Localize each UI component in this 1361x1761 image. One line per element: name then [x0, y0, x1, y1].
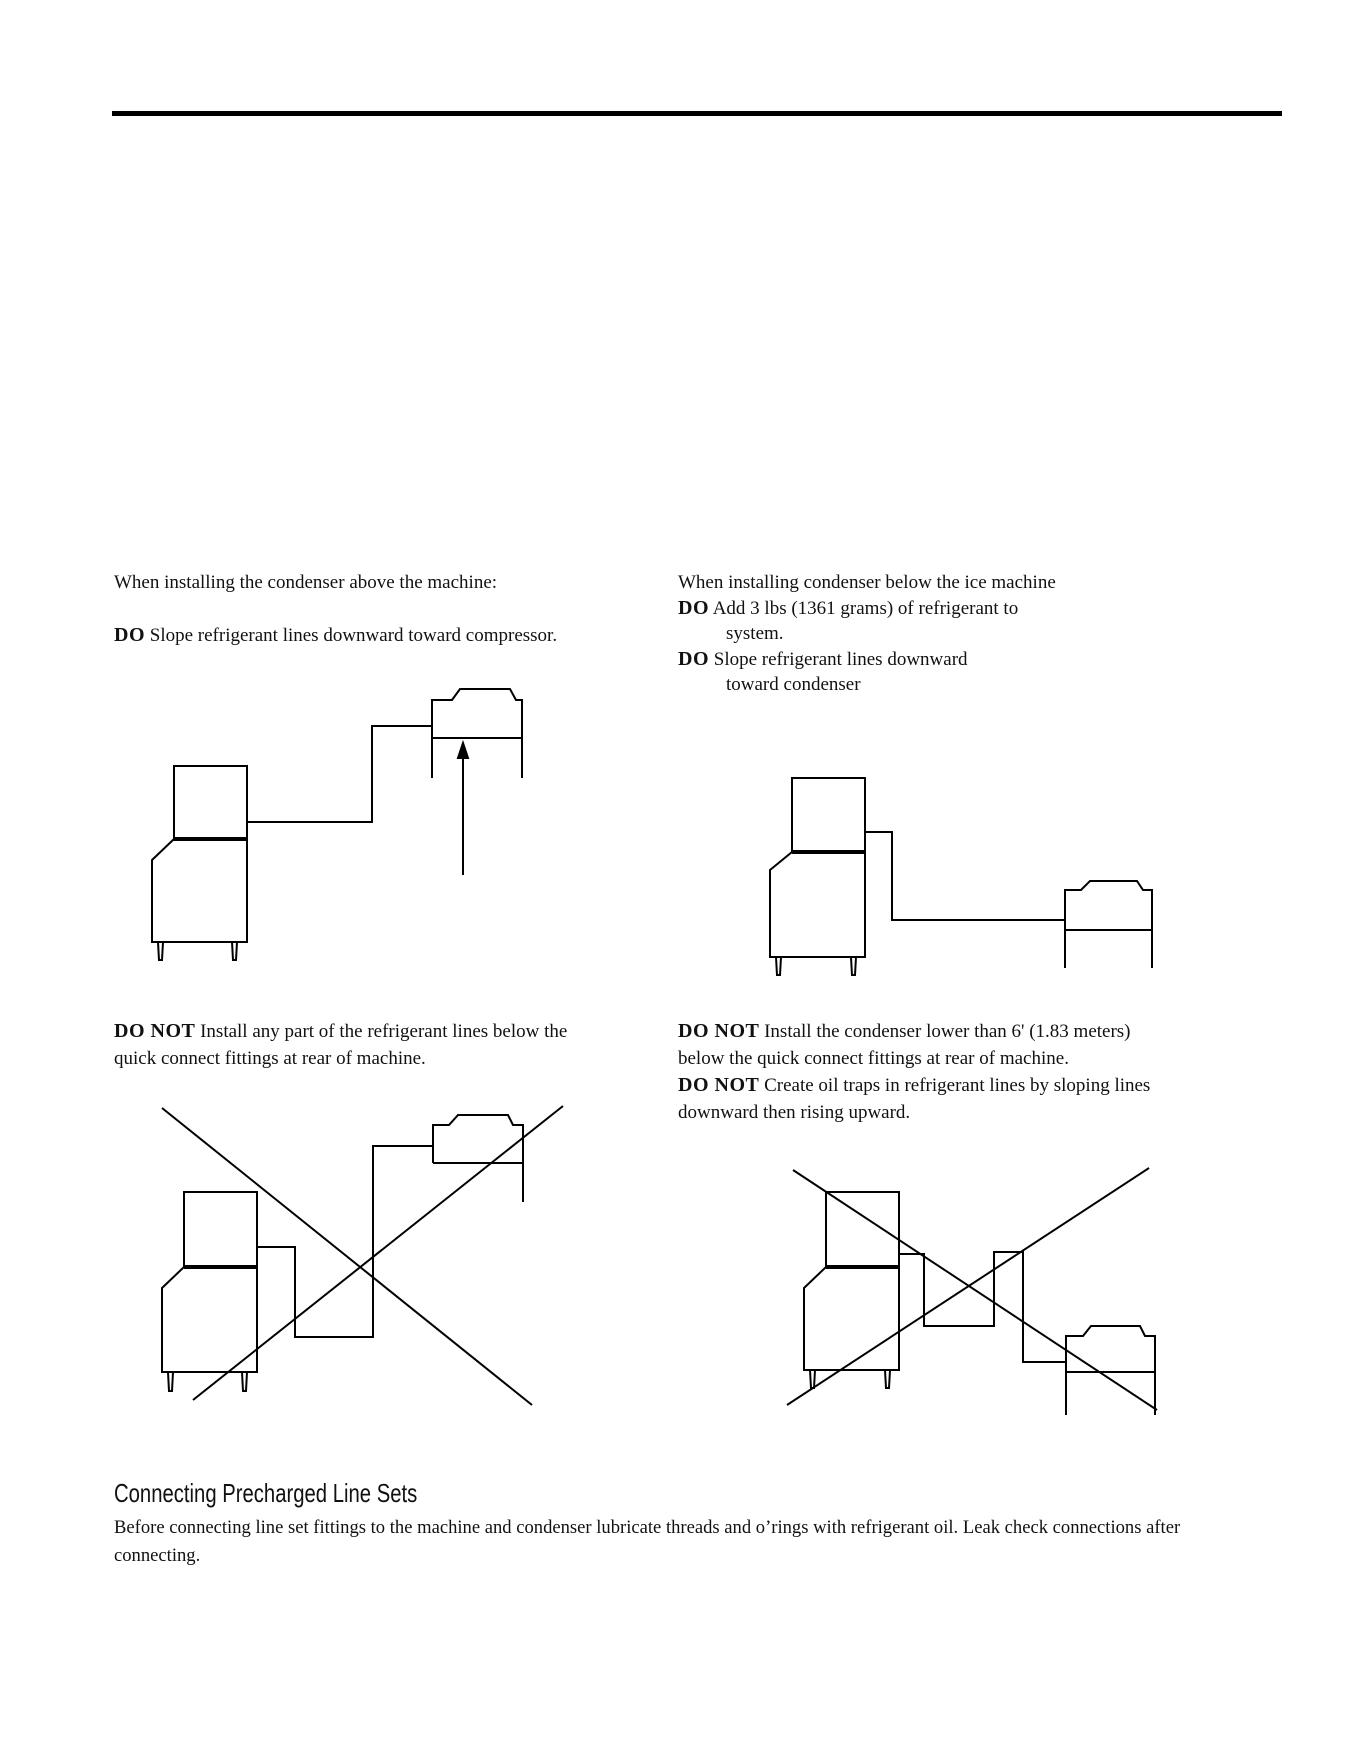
ice-machine-icon — [152, 766, 247, 960]
condenser-icon — [1065, 881, 1152, 968]
cross-out-mark — [793, 1170, 1157, 1410]
refrigerant-line — [247, 726, 432, 822]
do-not-keyword: DO NOT — [678, 1020, 760, 1042]
arrow-up-icon — [458, 743, 468, 758]
diagram-do-not-oil-trap — [787, 1168, 1157, 1415]
condenser-icon — [432, 689, 522, 778]
below-intro-text: When installing condenser below the ice machine — [678, 572, 1056, 593]
below-do-slope-text: Slope refrigerant lines downward — [713, 649, 968, 670]
diagram-condenser-below — [770, 778, 1152, 975]
do-keyword: DO — [678, 597, 709, 619]
donot-below-fittings-text: Install any part of the refrigerant lines below the — [200, 1021, 568, 1042]
do-keyword: DO — [678, 648, 709, 670]
diagram-condenser-above — [152, 689, 522, 960]
cross-out-mark — [193, 1106, 563, 1400]
section-heading: Connecting Precharged Line Sets — [114, 1478, 418, 1508]
diagram-do-not-below-fittings — [162, 1106, 563, 1405]
ice-machine-icon — [770, 778, 865, 975]
below-do-add-continued: system. — [726, 623, 784, 644]
refrigerant-line — [257, 1146, 433, 1337]
donot-lower-than-continued: below the quick connect fittings at rear of machine. — [678, 1048, 1069, 1069]
donot-below-fittings-continued: quick connect fittings at rear of machine. — [114, 1048, 426, 1069]
refrigerant-line — [899, 1252, 1066, 1362]
do-not-keyword: DO NOT — [678, 1074, 760, 1096]
donot-oil-traps-continued: downward then rising upward. — [678, 1102, 911, 1123]
donot-oil-traps-text: Create oil traps in refrigerant lines by sloping lines — [764, 1075, 1151, 1096]
ice-machine-icon — [804, 1192, 899, 1388]
above-do-slope-text: Slope refrigerant lines downward toward compressor. — [149, 625, 558, 646]
do-keyword: DO — [114, 624, 145, 646]
do-not-keyword: DO NOT — [114, 1020, 196, 1042]
condenser-icon — [1066, 1326, 1155, 1415]
donot-lower-than-text: Install the condenser lower than 6' (1.83 meters) — [764, 1021, 1131, 1042]
below-do-add-text: Add 3 lbs (1361 grams) of refrigerant to — [712, 598, 1019, 619]
below-do-slope-continued: toward condenser — [726, 674, 861, 695]
above-intro-text: When installing the condenser above the machine: — [114, 572, 498, 593]
cross-out-mark — [162, 1108, 532, 1405]
condenser-icon — [433, 1115, 523, 1202]
section-body: Before connecting line set fittings to the machine and condenser lubricate threads and o’rings with refrigerant oil. Leak check connections after connecting. — [114, 1517, 1181, 1566]
refrigerant-line — [865, 832, 1065, 920]
